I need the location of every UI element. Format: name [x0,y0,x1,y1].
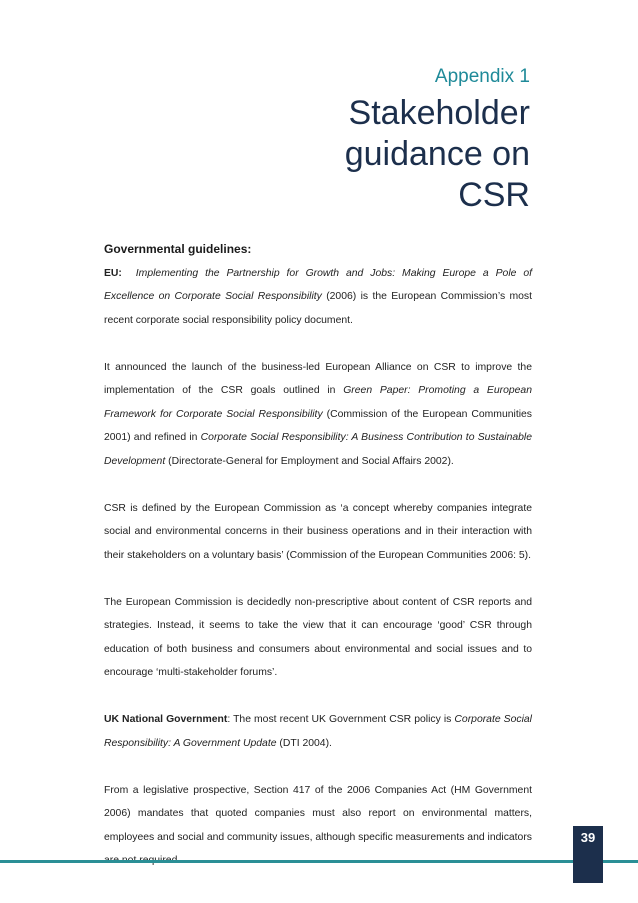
paragraph-non-prescriptive: The European Commission is decidedly non-prescriptive about content of CSR reports and strategies. Instead, it seems to take the view that it can encourage ‘good’ CSR through education of both business and consumers about environmental and social issues and to encourage ‘multi-stakeholder forums’. [104,596,532,678]
eu-label: EU: [104,267,122,279]
appendix-label: Appendix 1 [434,66,530,87]
eu-document-title: Implementing the Partnership for Growth and Jobs: Making Europe a Pole of Excellence on Corporate Social Responsibility [104,267,532,302]
title-line-2: guidance on [344,135,530,173]
title-line-1: Stakeholder [348,94,530,132]
title-line-3: CSR [458,176,530,214]
uk-document-title: Corporate Social Responsibility: A Government Update [104,714,532,749]
alliance-text-2: (Commission of the European Communities 2001) and refined in [104,408,532,443]
paragraph-legislative: From a legislative prospective, Section 417 of the 2006 Companies Act (HM Government 2006) mandates that quoted companies must also report on environmental matters, employees and social and community issues, although specific measurements and indicators [104,784,532,843]
alliance-text-1: It announced the launch of the business-led European Alliance on CSR to improve the implementation of the CSR goals outlined in [104,361,532,396]
alliance-text-3: (Directorate-General for Employment and Social Affairs 2002). [165,455,454,467]
eu-text: (2006) is the European Commission’s most recent corporate social responsibility policy document. [104,291,533,326]
paragraph-definition: CSR is defined by the European Commission as ‘a concept whereby companies integrate social and environmental concerns in their business operations and in their interaction with their stakeholders on a voluntary basis’ (Commission of the European Communities 2006: 5). [104,502,532,561]
footer-divider [0,860,638,863]
paragraph-uk [104,708,532,755]
uk-label: UK National Government [104,714,228,725]
page-title [345,93,530,216]
paragraph-eu [104,262,532,333]
uk-text-1: : The most recent UK Government CSR policy is [227,714,455,725]
uk-text-2: (DTI 2004). [276,737,332,749]
csr-contribution-title: Corporate Social Responsibility: A Business Contribution to Sustainable Development [104,432,532,467]
green-paper-title: Green Paper: Promoting a European Framework for Corporate Social Responsibility [104,385,532,420]
page-number-box [573,826,603,883]
paragraph-alliance [104,356,532,474]
page-number: 39 [580,830,596,845]
body-text [104,238,532,896]
section-heading: Governmental guidelines: [104,242,252,256]
